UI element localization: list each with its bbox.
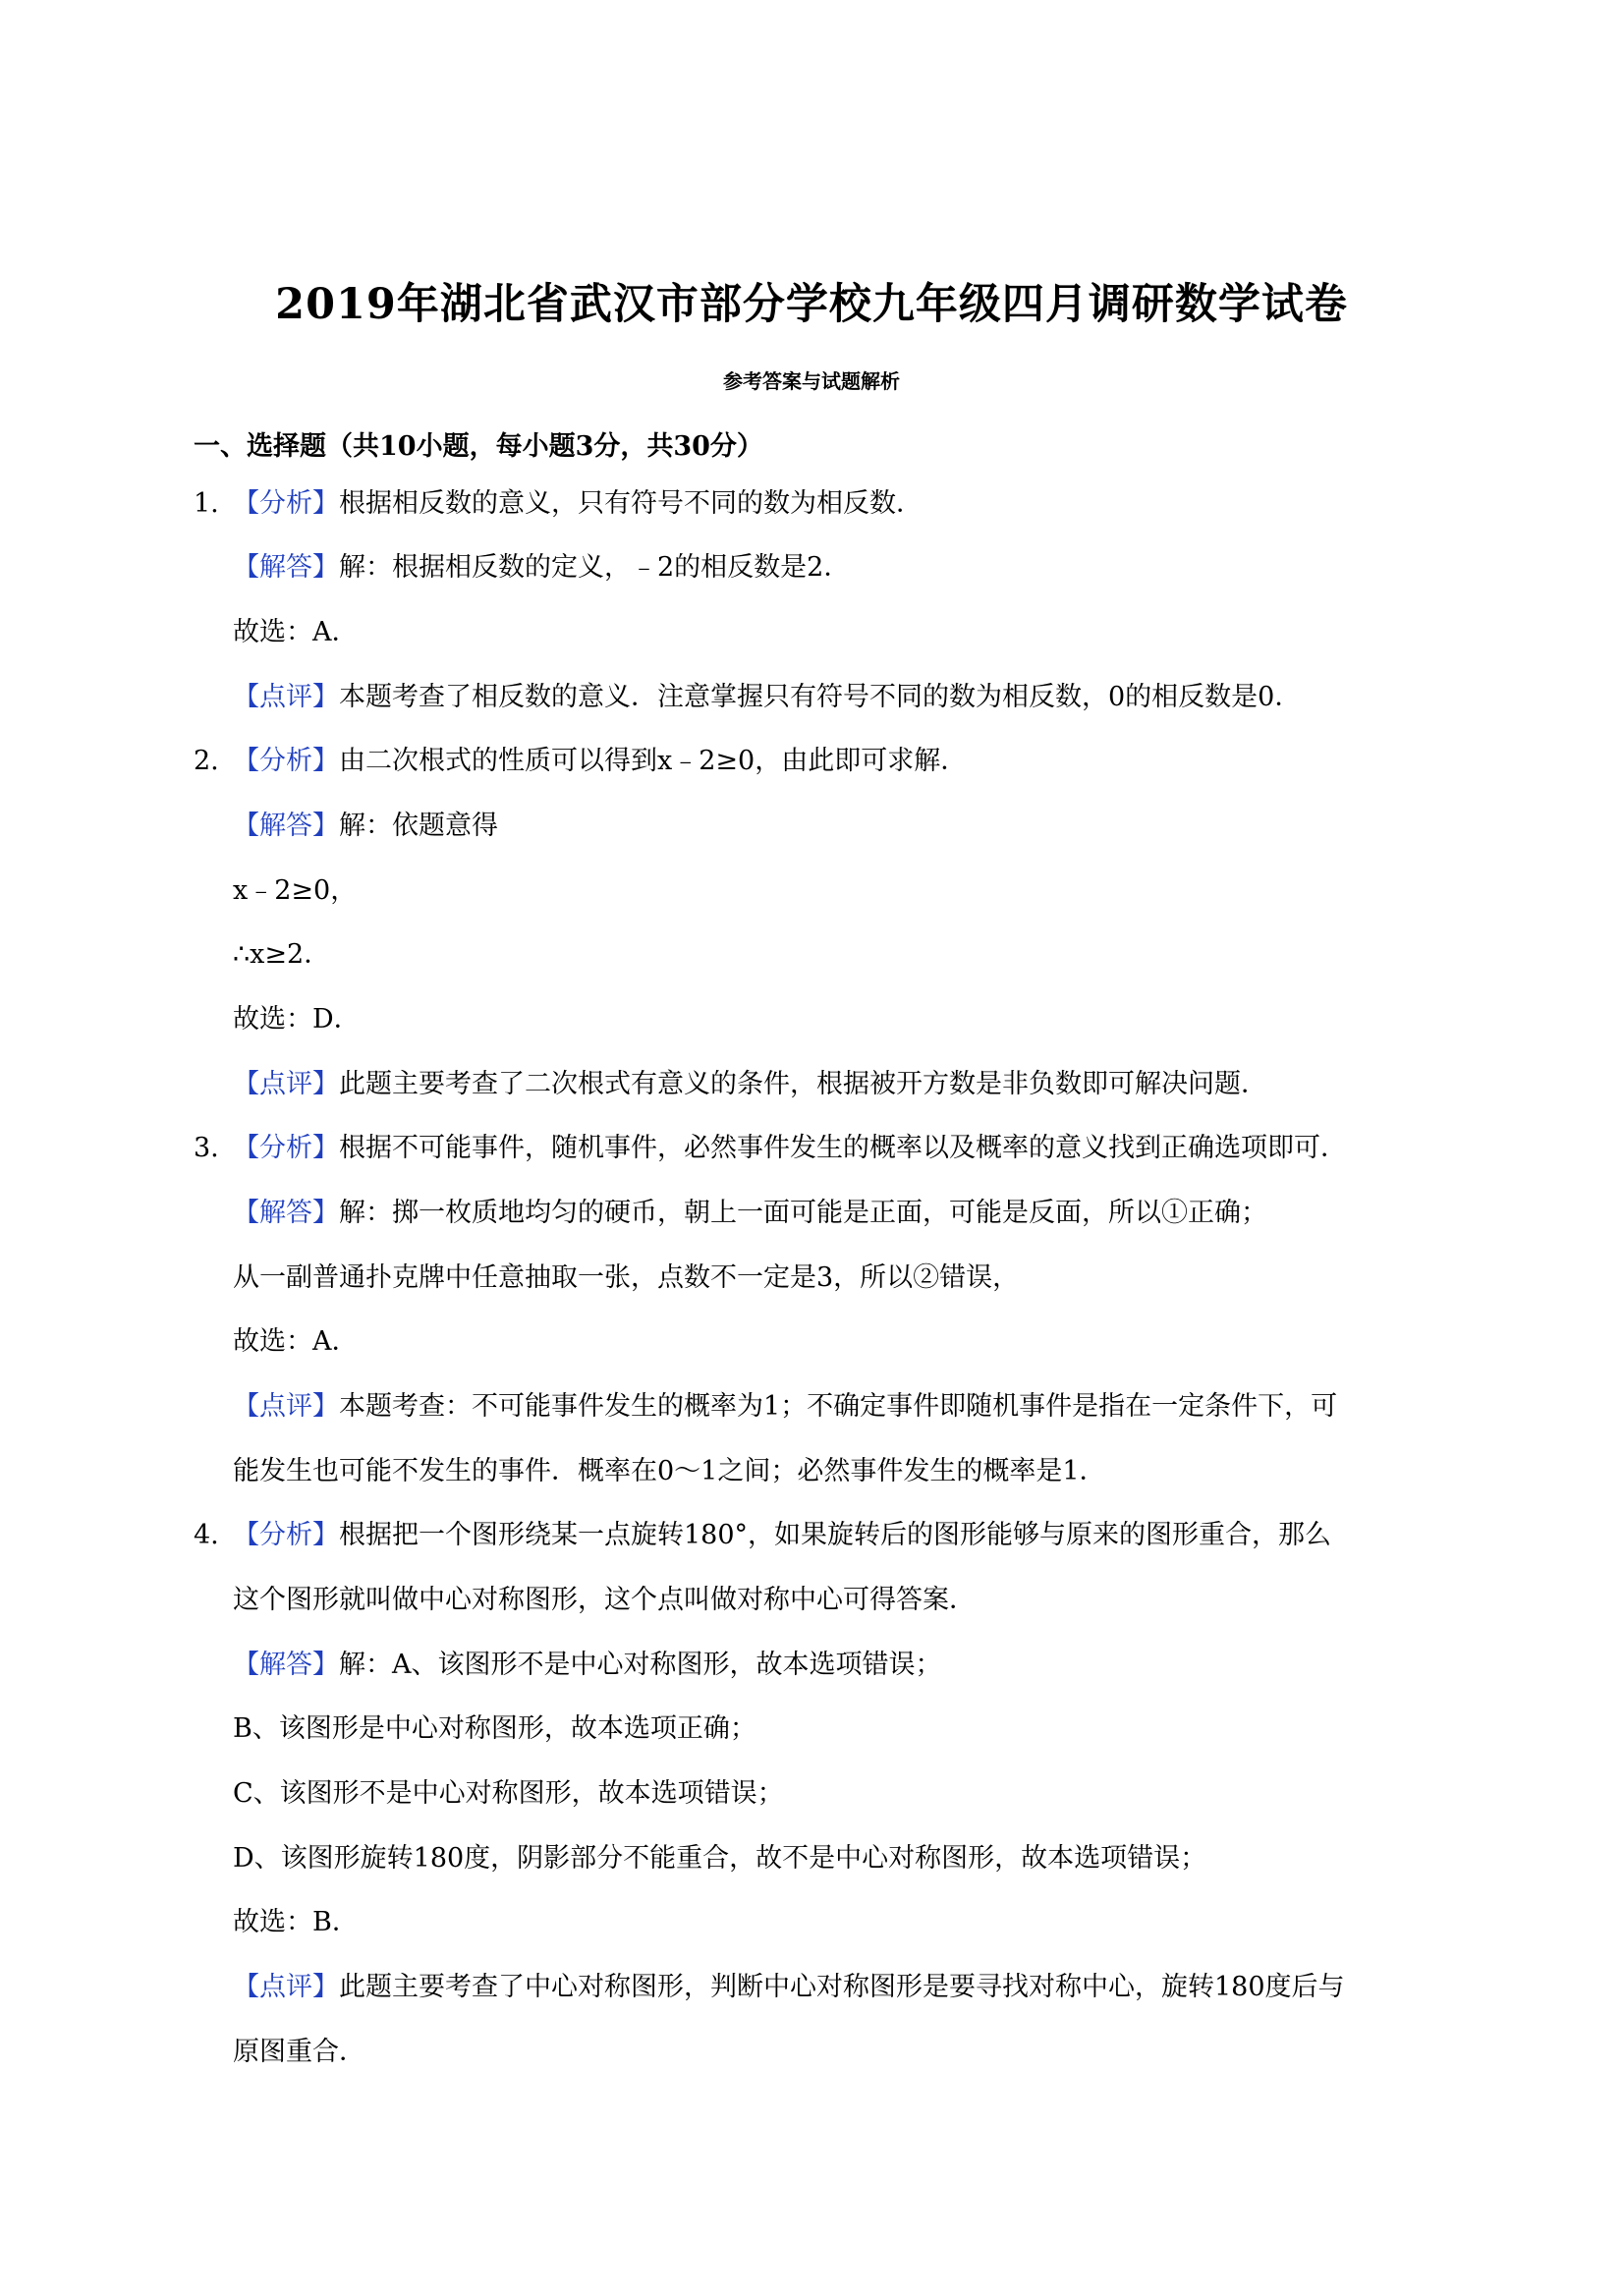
question-2-step-1: x﹣2≥0， [233, 875, 358, 906]
question-4-comment [233, 1970, 1345, 2005]
question-4-option-c: C、该图形不是中心对称图形，故本选项错误； [233, 1778, 784, 1809]
question-4-number: 4. [194, 1520, 219, 1550]
question-4-analysis [233, 1518, 1331, 1553]
comment-tag: 【点评】 [233, 1972, 339, 2002]
page-title: 2019年湖北省武汉市部分学校九年级四月调研数学试卷 [275, 280, 1348, 329]
analysis-tag: 【分析】 [233, 1520, 339, 1550]
question-4-option-b: B、该图形是中心对称图形，故本选项正确； [233, 1713, 756, 1744]
answer-tag: 【解答】 [233, 811, 339, 841]
question-2-choice: 故选：D． [233, 1004, 361, 1035]
question-3-comment-cont: 能发生也可能不发生的事件．概率在0～1之间；必然事件发生的概率是1． [233, 1456, 1106, 1486]
question-1-analysis [233, 486, 923, 522]
answer-tag: 【解答】 [233, 1650, 339, 1680]
analysis-tag: 【分析】 [233, 1133, 339, 1163]
analysis-text: 根据把一个图形绕某一点旋转180°，如果旋转后的图形能够与原来的图形重合，那么 [339, 1520, 1332, 1550]
answer-text: 解：A、该图形不是中心对称图形，故本选项错误； [339, 1650, 942, 1680]
question-2-step-2: ∴x≥2． [233, 939, 331, 970]
question-2-analysis [233, 744, 967, 779]
question-2-answer [233, 809, 498, 844]
question-3-analysis [233, 1131, 1347, 1166]
comment-text: 本题考查了相反数的意义．注意掌握只有符号不同的数为相反数，0的相反数是0． [339, 682, 1302, 712]
question-3-answer [233, 1196, 1267, 1231]
analysis-text: 根据不可能事件，随机事件，必然事件发生的概率以及概率的意义找到正确选项即可． [339, 1133, 1347, 1163]
answer-tag: 【解答】 [233, 1198, 339, 1228]
question-4-option-d: D、该图形旋转180度，阴影部分不能重合，故不是中心对称图形，故本选项错误； [233, 1843, 1207, 1874]
answer-text: 解：掷一枚质地均匀的硬币，朝上一面可能是正面，可能是反面，所以①正确； [339, 1198, 1267, 1228]
comment-tag: 【点评】 [233, 1391, 339, 1422]
comment-tag: 【点评】 [233, 682, 339, 712]
question-1-number: 1. [194, 488, 219, 519]
question-2-comment [233, 1067, 1267, 1102]
question-2-number: 2. [194, 746, 219, 776]
question-3-comment [233, 1389, 1337, 1425]
section-heading: 一、选择题（共10小题，每小题3分，共30分） [194, 431, 763, 462]
question-4-choice: 故选：B． [233, 1907, 359, 1937]
answer-text: 解：根据相反数的定义，﹣2的相反数是2． [339, 552, 851, 583]
question-1-answer [233, 550, 850, 586]
analysis-tag: 【分析】 [233, 746, 339, 776]
comment-text: 此题主要考查了二次根式有意义的条件，根据被开方数是非负数即可解决问题． [339, 1069, 1267, 1099]
question-4-analysis-cont: 这个图形就叫做中心对称图形，这个点叫做对称中心可得答案． [233, 1585, 976, 1615]
question-4-comment-cont: 原图重合． [233, 2037, 365, 2067]
comment-tag: 【点评】 [233, 1069, 339, 1099]
question-3-number: 3. [194, 1133, 219, 1163]
comment-text: 本题考查：不可能事件发生的概率为1；不确定事件即随机事件是指在一定条件下，可 [339, 1391, 1338, 1422]
question-1-choice: 故选：A． [233, 617, 359, 647]
question-1-comment [233, 680, 1301, 715]
analysis-text: 根据相反数的意义，只有符号不同的数为相反数． [339, 488, 923, 519]
question-3-choice: 故选：A． [233, 1326, 359, 1357]
answer-tag: 【解答】 [233, 552, 339, 583]
analysis-text: 由二次根式的性质可以得到x﹣2≥0，由此即可求解． [339, 746, 968, 776]
answer-text: 解：依题意得 [339, 811, 498, 841]
analysis-tag: 【分析】 [233, 488, 339, 519]
question-4-answer [233, 1648, 942, 1683]
page-subtitle: 参考答案与试题解析 [723, 369, 900, 393]
comment-text: 此题主要考查了中心对称图形，判断中心对称图形是要寻找对称中心，旋转180度后与 [339, 1972, 1345, 2002]
question-3-answer-cont: 从一副普通扑克牌中任意抽取一张，点数不一定是3，所以②错误， [233, 1262, 1020, 1293]
